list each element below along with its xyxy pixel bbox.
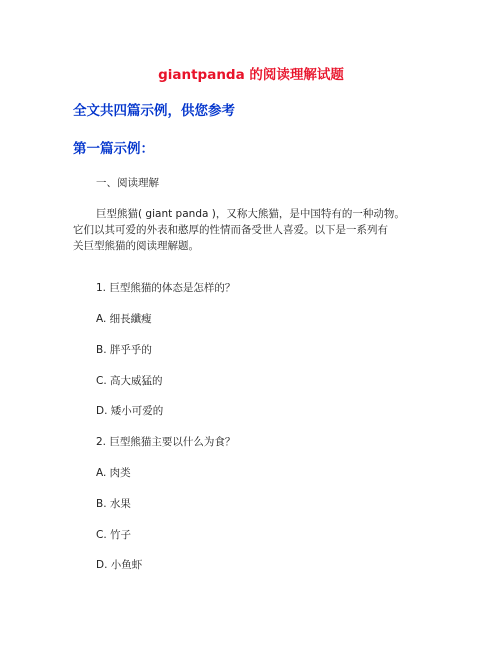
question-1-option-b: B. 胖乎乎的 [96, 344, 152, 356]
question-2-option-c: C. 竹子 [96, 529, 132, 541]
question-1: 1. 巨型熊猫的体态是怎样的？ [96, 282, 236, 294]
intro-line: 关巨型熊猫的阅读理解题。 [73, 240, 199, 252]
question-2: 2. 巨型熊猫主要以什么为食？ [96, 436, 236, 448]
question-2-option-d: D. 小鱼虾 [96, 559, 143, 571]
document-subtitle: 全文共四篇示例，供您参考 [73, 103, 235, 119]
intro-line: 巨型熊猫( giant panda )，又称大熊猫，是中国特有的一种动物。 [96, 208, 405, 220]
section-heading: 第一篇示例： [73, 141, 154, 157]
document-title: giantpanda 的阅读理解试题 [158, 67, 344, 83]
question-1-option-d: D. 矮小可爱的 [96, 405, 164, 417]
question-2-option-b: B. 水果 [96, 498, 131, 510]
question-2-option-a: A. 肉类 [96, 467, 131, 479]
intro-paragraph [73, 206, 433, 254]
intro-line: 它们以其可爱的外表和憨厚的性情而备受世人喜爱。以下是一系列有 [73, 224, 388, 236]
question-1-option-c: C. 高大威猛的 [96, 375, 163, 387]
question-1-option-a: A. 细長纖瘦 [96, 313, 152, 325]
part-label: 一、阅读理解 [96, 177, 159, 189]
